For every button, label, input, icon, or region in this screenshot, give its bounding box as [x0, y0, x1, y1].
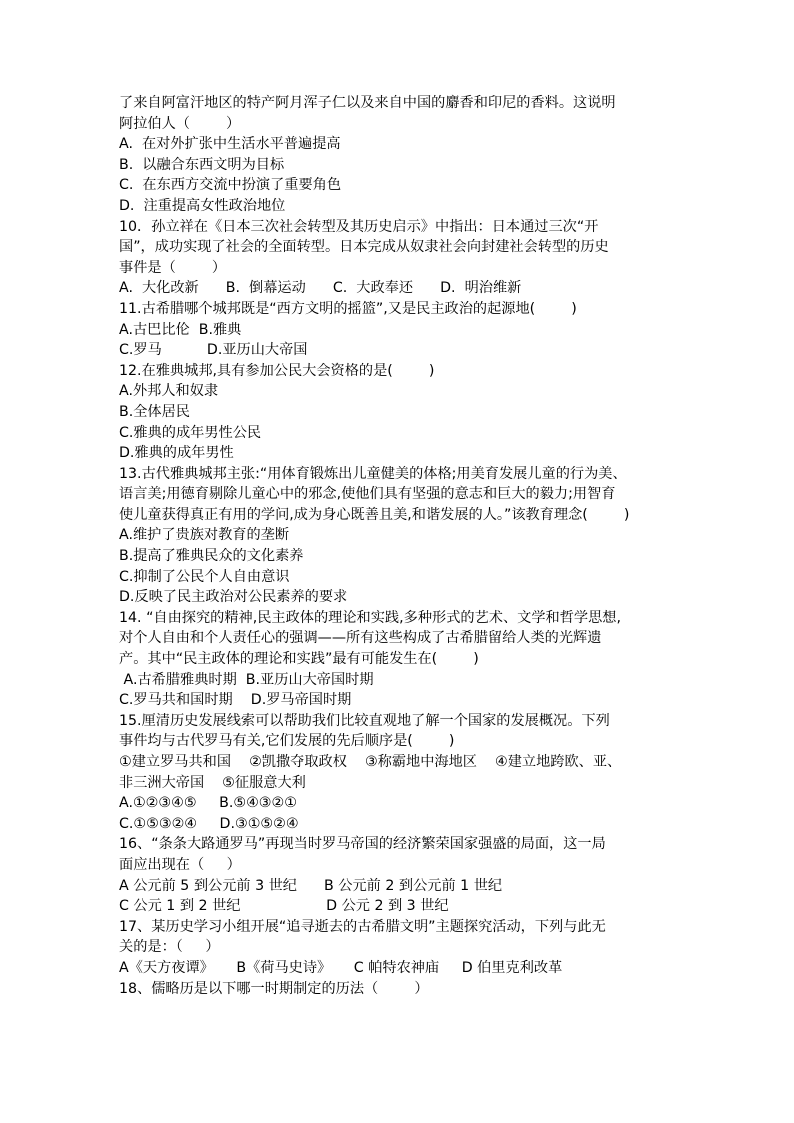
- text-line: 事件是（ ）: [119, 259, 227, 276]
- option-line: A.维护了贵族对教育的垄断: [119, 527, 290, 544]
- text-line: 面应出现在（ ）: [119, 856, 241, 873]
- question-13: 13.古代雅典城邦主张:“用体育锻炼出儿童健美的体格;用美育发展儿童的行为美、: [119, 465, 627, 482]
- question-14: 14. “自由探究的精神,民主政体的理论和实践,多种形式的艺术、文学和哲学思想,: [119, 609, 621, 626]
- option-line: C.抑制了公民个人自由意识: [119, 568, 290, 585]
- question-11: 11.古希腊哪个城邦既是“西方文明的摇篮”,又是民主政治的起源地( ): [119, 300, 577, 317]
- option-line: A 公元前 5 到公元前 3 世纪 B 公元前 2 到公元前 1 世纪: [119, 877, 503, 894]
- option-line: C.罗马 D.亚历山大帝国: [119, 342, 308, 359]
- option-line: C.雅典的成年男性公民: [119, 424, 262, 441]
- option-line: D.雅典的成年男性: [119, 445, 234, 462]
- text-line: 事件均与古代罗马有关,它们发展的先后顺序是( ): [119, 733, 455, 750]
- option-line: C.罗马共和国时期 D.罗马帝国时期: [119, 692, 352, 709]
- question-16: 16、“条条大路通罗马”再现当时罗马帝国的经济繁荣国家强盛的局面，这一局: [119, 836, 606, 853]
- option-line: A. 大化改新 B. 倒幕运动 C. 大政奉还 D. 明治维新: [119, 280, 522, 297]
- option-line: B.全体居民: [119, 403, 190, 420]
- text-line: ①建立罗马共和国 ②凯撒夺取政权 ③称霸地中海地区 ④建立地跨欧、亚、: [119, 754, 622, 770]
- option-line: C 公元 1 到 2 世纪 D 公元 2 到 3 世纪: [119, 898, 449, 915]
- question-18: 18、儒略历是以下哪一时期制定的历法（ ）: [119, 980, 429, 997]
- option-line: A.古巴比伦 B.雅典: [119, 321, 242, 338]
- text-line: 使儿童获得真正有用的学问,成为身心既善且美,和谐发展的人。”该教育理念( ): [119, 506, 630, 523]
- text-line: 关的是：（ ）: [119, 939, 220, 956]
- text-line: 阿拉伯人（ ）: [119, 115, 241, 132]
- text-line: 对个人自由和个人责任心的强调——所有这些构成了古希腊留给人类的光辉遗: [119, 630, 602, 647]
- question-10: 10．孙立祥在《日本三次社会转型及其历史启示》中指出：日本通过三次“开: [119, 218, 599, 235]
- option-line: D. 注重提高女性政治地位: [119, 197, 286, 214]
- text-line: 非三洲大帝国 ⑤征服意大利: [119, 774, 306, 791]
- option-line: A. 在对外扩张中生活水平普遍提高: [119, 136, 341, 153]
- question-17: 17、某历史学习小组开展“追寻逝去的古希腊文明”主题探究活动，下列与此无: [119, 918, 606, 935]
- question-12: 12.在雅典城邦,具有参加公民大会资格的是( ): [119, 362, 435, 379]
- option-line: C. 在东西方交流中扮演了重要角色: [119, 177, 342, 194]
- option-line: C.①⑤③②④ D.③①⑤②④: [119, 815, 299, 832]
- text-line: 产。其中“民主政体的理论和实践”最有可能发生在( ): [119, 651, 479, 668]
- question-15: 15.厘清历史发展线索可以帮助我们比较直观地了解一个国家的发展概况。下列: [119, 712, 610, 729]
- option-line: A《天方夜谭》 B《荷马史诗》 C 帕特农神庙 D 伯里克利改革: [119, 959, 563, 976]
- text-line: 了来自阿富汗地区的特产阿月浑子仁以及来自中国的麝香和印尼的香料。这说明: [119, 95, 616, 111]
- option-line: A.外邦人和奴隶: [119, 383, 219, 400]
- text-line: 国”，成功实现了社会的全面转型。日本完成从奴隶社会向封建社会转型的历史: [119, 239, 609, 256]
- option-line: A.古希腊雅典时期 B.亚历山大帝国时期: [119, 671, 374, 688]
- option-line: A.①②③④⑤ B.⑤④③②①: [119, 795, 297, 812]
- option-line: B.提高了雅典民众的文化素养: [119, 548, 304, 565]
- option-line: D.反映了民主政治对公民素养的要求: [119, 589, 348, 606]
- option-line: B. 以融合东西文明为目标: [119, 156, 285, 173]
- text-line: 语言美;用德育剔除儿童心中的邪念,使他们具有坚强的意志和巨大的毅力;用智育: [119, 486, 616, 503]
- document-page: [119, 93, 687, 999]
